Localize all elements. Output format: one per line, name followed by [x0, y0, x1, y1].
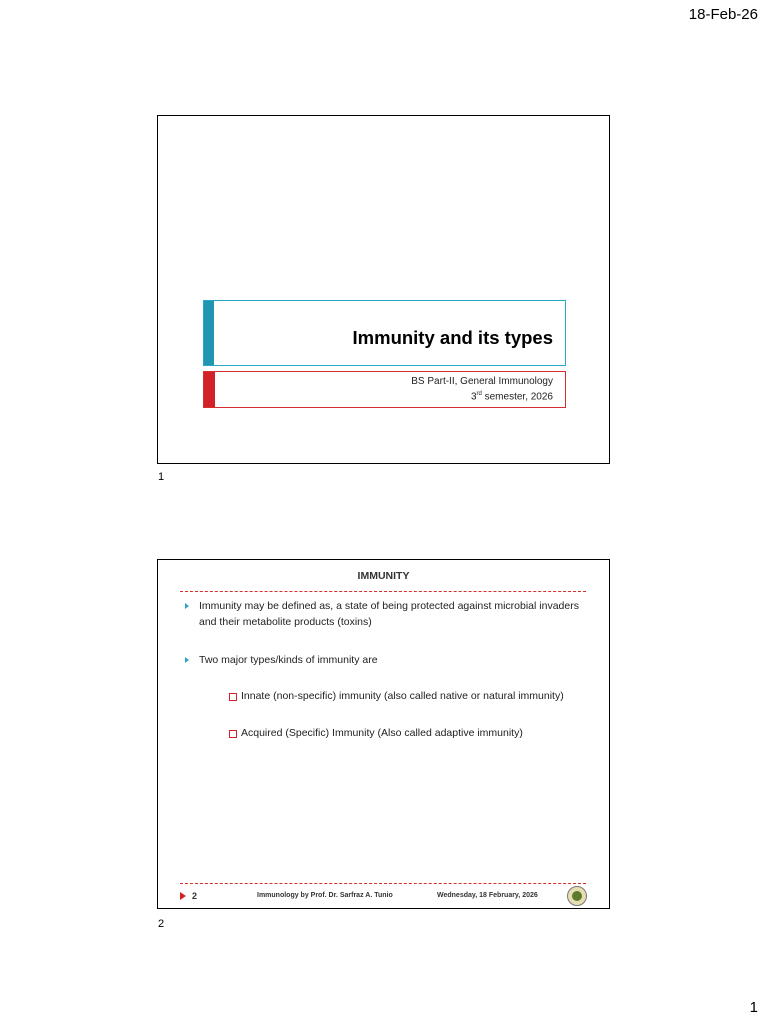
- slide-heading: IMMUNITY: [357, 570, 410, 582]
- bullet-types: Two major types/kinds of immunity are: [199, 654, 378, 666]
- page-date: 18-Feb-26: [688, 6, 758, 23]
- bullet-arrow-icon: [185, 603, 189, 609]
- university-seal-icon: [567, 886, 587, 906]
- sub-item-acquired: Acquired (Specific) Immunity (Also called adaptive immunity): [241, 727, 523, 739]
- bullet-definition-line1: Immunity may be defined as, a state of being protected against microbial invaders: [199, 600, 579, 612]
- sub-item-innate: Innate (non-specific) immunity (also called native or natural immunity): [241, 690, 564, 702]
- slide-2-number: 2: [158, 918, 165, 930]
- semester-year: semester, 2026: [481, 391, 553, 403]
- slide-1-number: 1: [158, 471, 165, 483]
- slide-2: [157, 559, 610, 909]
- square-bullet-icon: [229, 730, 237, 738]
- footer-divider: [180, 883, 586, 884]
- subtitle-course: BS Part-II, General Immunology: [411, 376, 553, 387]
- heading-divider: [180, 591, 586, 592]
- seal-center: [572, 891, 582, 901]
- footer-author: Immunology by Prof. Dr. Sarfraz A. Tunio: [257, 892, 393, 899]
- subtitle-accent-bar: [204, 372, 215, 407]
- semester-ordinal: rd: [476, 391, 482, 397]
- footer-arrow-icon: [180, 892, 186, 900]
- subtitle-box: [203, 371, 566, 408]
- slide-title: Immunity and its types: [352, 327, 553, 348]
- square-bullet-icon: [229, 693, 237, 701]
- bullet-definition-line2: and their metabolite products (toxins): [199, 616, 372, 628]
- title-box: [203, 300, 566, 366]
- page-number: 1: [749, 999, 758, 1016]
- footer-slide-number: 2: [192, 891, 198, 901]
- title-accent-bar: [204, 301, 214, 365]
- footer-date: Wednesday, 18 February, 2026: [437, 892, 538, 899]
- subtitle-semester: [471, 391, 553, 402]
- bullet-arrow-icon: [185, 657, 189, 663]
- semester-number: 3: [470, 391, 477, 403]
- slide-1: [157, 115, 610, 464]
